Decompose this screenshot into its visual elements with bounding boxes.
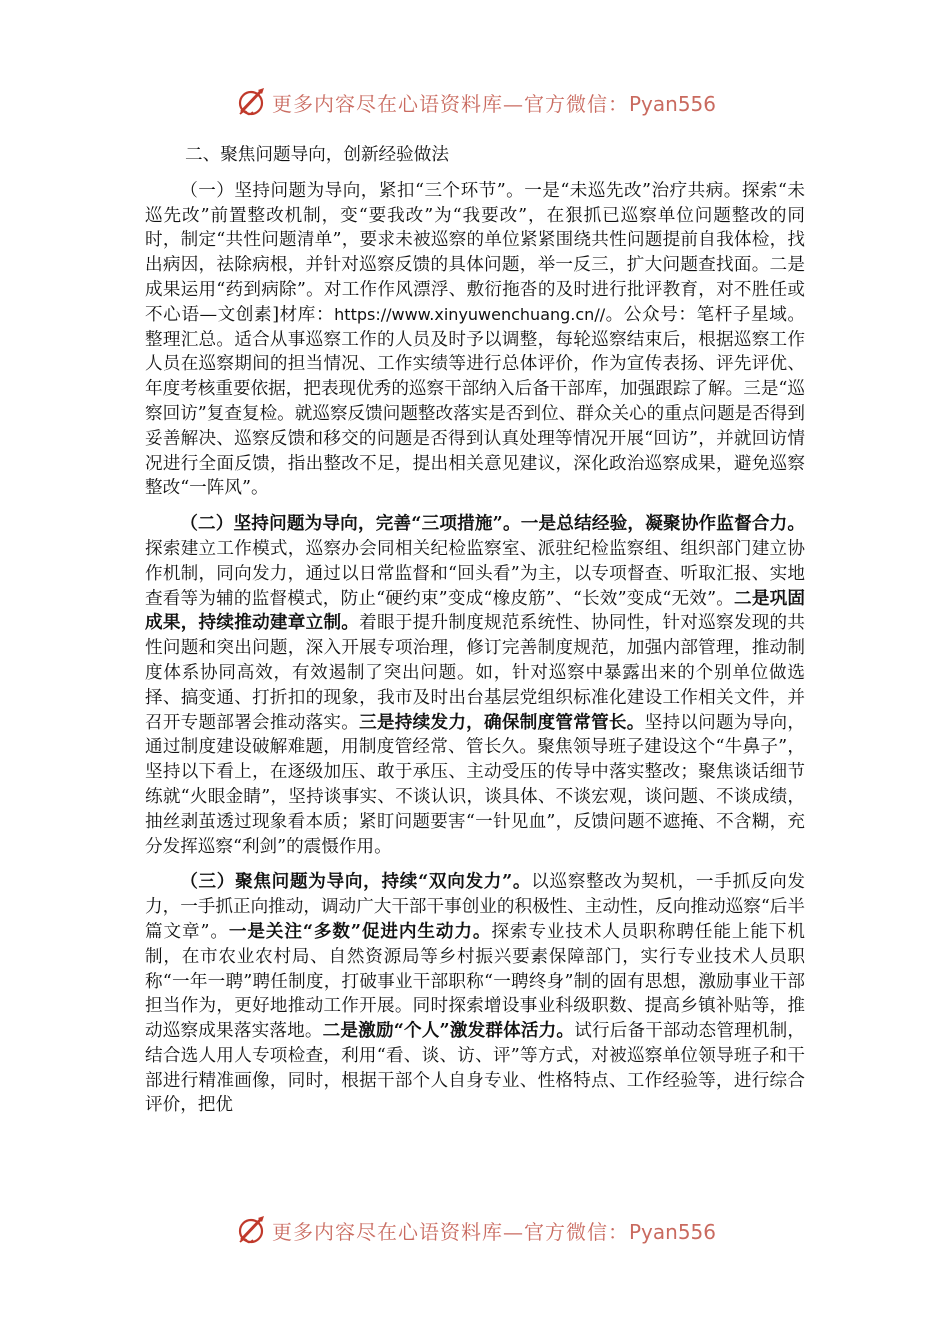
paragraph-1: （一）坚持问题为导向，紧扣“三个环节”。一是“未巡先改”治疗共病。探索“未巡先改”前置整改机制，变“要我改”为“我要改”，在狠抓已巡察单位问题整改的同时，制定“共性问题清单”，要求未被巡察的单位紧紧围绕共性问题提前自我体检，找出病因，祛除病根，并针对巡察反馈的具体问题，举一反三，扩大问题查找面。二是成果运用“药到病除”。对工作作风漂浮、敷衍拖沓的及时进行批评教育，对不胜任或不心语—文创素]材库：https://www.xinyuwenchuang.cn//。公众号：笔杆子星域。整理汇总。适合从事巡察工作的人员及时予以调整，每轮巡察结束后，根据巡察工作人员在巡察期间的担当情况、工作实绩等进行总体评价，作为宣传表扬、评先评优、年度考核重要依据，把表现优秀的巡察干部纳入后备干部库，加强跟踪了解。三是“巡察回访”复查复检。就巡察反馈问题整改落实是否到位、群众关心的重点问题是否得到妥善解决、巡察反馈和移交的问题是否得到认真处理等情况开展“回访”，并就回访情况进行全面反馈，指出整改不足，提出相关意见建议，深化政治巡察成果，避免巡察整改“一阵风”。 [145, 180, 805, 499]
banner-text: 更多内容尽在心语资料库—官方微信：Pyan556 [271, 91, 716, 116]
wechat-id: Pyan556 [628, 1219, 716, 1244]
banner-text: 更多内容尽在心语资料库—官方微信：Pyan556 [271, 1219, 716, 1244]
article-body [145, 143, 805, 1129]
pen-logo-icon [234, 1213, 268, 1247]
paragraph-2: （二）坚持问题为导向，完善“三项措施”。一是总结经验，凝聚协作监督合力。探索建立工作模式，巡察办会同相关纪检监察室、派驻纪检监察组、组织部门建立协作机制，同向发力，通过以日常监督和“回头看”为主，以专项督查、听取汇报、实地查看等为辅的监督模式，防止“硬约束”变成“橡皮筋”、“长效”变成“无效”。二是巩固成果，持续推动建章立制。着眼于提升制度规范系统性、协同性，针对巡察发现的共性问题和突出问题，深入开展专项治理，修订完善制度规范，加强内部管理，推动制度体系协同高效，有效遏制了突出问题。如，针对巡察中暴露出来的个别单位做选择、搞变通、打折扣的现象，我市及时出台基层党组织标准化建设工作相关文件，并召开专题部署会推动落实。三是持续发力，确保制度管常管长。坚持以问题为导向，通过制度建设破解难题，用制度管经常、管长久。聚焦领导班子建设这个“牛鼻子”，坚持以下看上，在逐级加压、敢于承压、主动受压的传导中落实整改；聚焦谈话细节练就“火眼金睛”，坚持谈事实、不谈认识，谈具体、不谈宏观，谈问题、不谈成绩，抽丝剥茧透过现象看本质；紧盯问题要害“一针见血”，反馈问题不遮掩、不含糊，充分发挥巡察“利剑”的震慑作用。 [145, 513, 805, 857]
footer-banner [0, 1210, 950, 1250]
source-url: https://www.xinyuwenchuang.cn// [334, 304, 606, 324]
section-heading: 二、聚焦问题导向，创新经验做法 [185, 145, 449, 165]
pen-logo-icon [234, 85, 268, 119]
wechat-id: Pyan556 [628, 91, 716, 116]
paragraph-3: （三）聚焦问题为导向，持续“双向发力”。以巡察整改为契机，一手抓反向发力，一手抓正向推动，调动广大干部干事创业的积极性、主动性，反向推动巡察“后半篇文章”。一是关注“多数”促进内生动力。探索专业技术人员职称聘任能上能下机制，在市农业农村局、自然资源局等乡村振兴要素保障部门，实行专业技术人员职称“一年一聘”聘任制度，打破事业干部职称“一聘终身”制的固有思想，激励事业干部担当作为，更好地推动工作开展。同时探索增设事业科级职数、提高乡镇补贴等，推动巡察成果落实落地。二是激励“个人”激发群体活力。试行后备干部动态管理机制，结合选人用人专项检查，利用“看、谈、访、评”等方式，对被巡察单位领导班子和干部进行精准画像，同时，根据干部个人自身专业、性格特点、工作经验等，进行综合评价，把优 [145, 871, 805, 1116]
header-banner [0, 82, 950, 122]
